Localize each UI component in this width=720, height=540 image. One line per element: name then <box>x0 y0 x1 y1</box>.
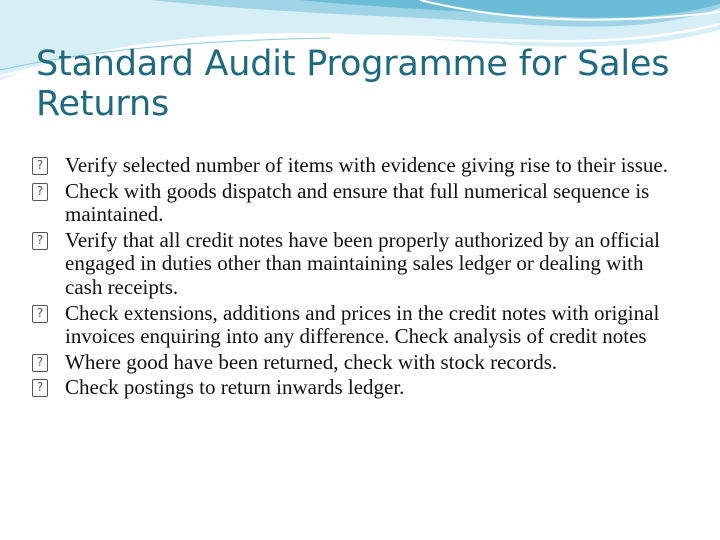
bullet-text: Where good have been returned, check with stock records. <box>65 349 558 374</box>
list-item <box>32 180 682 227</box>
bullet-text: Check extensions, additions and prices in the credit notes with original invoices enquiring into any difference. Check analysis of credit notes <box>65 300 660 349</box>
missing-glyph-icon: ? <box>32 183 48 201</box>
missing-glyph-icon: ? <box>32 305 48 323</box>
missing-glyph-icon: ? <box>32 379 48 397</box>
bullet-text: Check with goods dispatch and ensure that full numerical sequence is maintained. <box>65 178 650 227</box>
missing-glyph-icon: ? <box>32 354 48 372</box>
missing-glyph-icon: ? <box>32 232 48 250</box>
list-item <box>32 302 682 349</box>
bullet-text: Check postings to return inwards ledger. <box>65 375 405 400</box>
slide-title: Standard Audit Programme for Sales Returns <box>36 44 670 124</box>
missing-glyph-icon: ? <box>32 157 48 175</box>
bullet-text: Verify that all credit notes have been properly authorized by an official engaged in duties other than maintaining sales ledger or dealing with cash receipts. <box>65 227 660 299</box>
list-item <box>32 376 682 400</box>
list-item <box>32 351 682 375</box>
bullet-text: Verify selected number of items with evidence giving rise to their issue. <box>65 153 669 177</box>
list-item <box>32 154 682 178</box>
bullet-list <box>32 154 682 402</box>
list-item <box>32 229 682 300</box>
